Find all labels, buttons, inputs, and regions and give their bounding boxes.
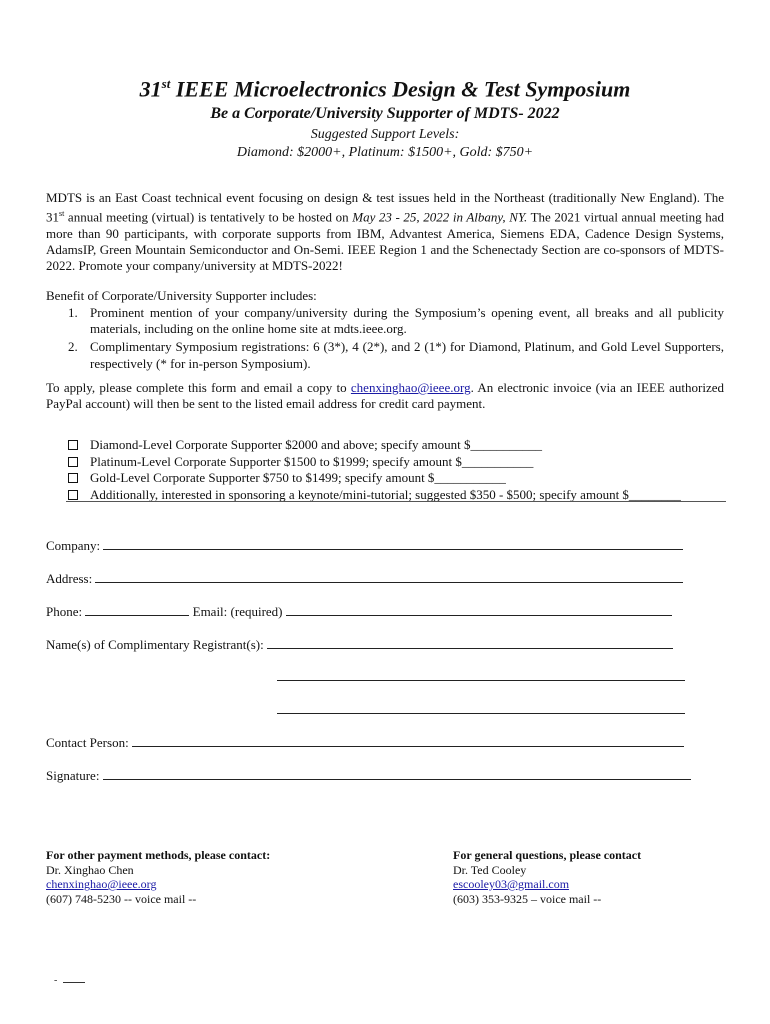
registrant-input-1[interactable] xyxy=(267,636,673,649)
apply-email-link[interactable]: chenxinghao@ieee.org xyxy=(350,380,471,395)
option-platinum: Platinum-Level Corporate Supporter $1500 to $1999; specify amount $___________ xyxy=(68,454,728,471)
phone-input[interactable] xyxy=(85,603,189,616)
apply-paragraph: To apply, please complete this form and email a copy to chenxinghao@ieee.org. An electronic invoice (via an IEEE authorized PayPal account) will then be sent to the listed email address for credit card payment. xyxy=(46,380,724,412)
company-input[interactable] xyxy=(103,537,683,550)
email-input[interactable] xyxy=(286,603,672,616)
option-gold: Gold-Level Corporate Supporter $750 to $1499; specify amount $___________ xyxy=(68,470,728,487)
event-date-location: May 23 - 25, 2022 in Albany, NY. xyxy=(352,209,528,225)
page-title xyxy=(0,76,770,102)
payment-contact-phone: (607) 748-5230 -- voice mail -- xyxy=(46,891,197,906)
footer-dash xyxy=(63,982,85,983)
general-contact-heading: For general questions, please contact xyxy=(453,848,642,862)
title-text: IEEE Microelectronics Design & Test Symposium xyxy=(175,76,631,102)
general-contact-name: Dr. Ted Cooley xyxy=(453,862,527,877)
contact-person-input[interactable] xyxy=(132,734,684,747)
support-levels-heading: Suggested Support Levels: xyxy=(310,127,460,142)
gold-checkbox[interactable] xyxy=(68,473,78,483)
signature-input[interactable] xyxy=(103,767,691,780)
general-contact-email-link[interactable]: escooley03@gmail.com xyxy=(453,877,570,891)
payment-contact-heading: For other payment methods, please contact: xyxy=(46,848,271,862)
benefits-heading: Benefit of Corporate/University Supporter includes: xyxy=(46,288,317,303)
address-field: Address: xyxy=(46,570,683,587)
registrant-input-2[interactable] xyxy=(277,680,685,681)
registrants-field: Name(s) of Complimentary Registrant(s): xyxy=(46,636,673,653)
benefits-list xyxy=(46,305,724,374)
benefit-item: 1. Prominent mention of your company/university during the Symposium’s opening event, all breaks and all publicity materials, including on the online home site at mdts.ieee.org. xyxy=(68,305,724,337)
title-number: 31 xyxy=(139,76,162,102)
diamond-checkbox[interactable] xyxy=(68,440,78,450)
registrant-input-3[interactable] xyxy=(277,713,685,714)
platinum-checkbox[interactable] xyxy=(68,457,78,467)
support-options-list xyxy=(68,437,728,503)
keynote-checkbox[interactable] xyxy=(68,490,78,500)
intro-paragraph: MDTS is an East Coast technical event focusing on design & test issues held in the Northeast (traditionally New England). The 31st annual meeting (virtual) is tentatively to be hosted on May 23 - 25, 2022 in Albany, NY. The 2021 virtual annual meeting had more than 90 participants, with corporate supports from IBM, Advantest America, Siemens EDA, Cadence Design Systems, AdamsIP, Green Mountain Semiconductor and On-Semi. IEEE Region 1 and the Schenectady Section are co-sponsors of MDTS-2022. Promote your company/university at MDTS-2022! xyxy=(46,190,725,274)
page-subtitle: Be a Corporate/University Supporter of MDTS- 2022 xyxy=(210,105,560,122)
signature-field: Signature: xyxy=(46,767,691,784)
options-divider xyxy=(66,501,726,502)
payment-contact-email-link[interactable]: chenxinghao@ieee.org xyxy=(46,877,157,891)
option-keynote: Additionally, interested in sponsoring a keynote/mini-tutorial; suggested $350 - $500; specify amount $________ xyxy=(68,487,728,504)
payment-contact xyxy=(46,848,270,906)
contact-person-field: Contact Person: xyxy=(46,734,684,751)
payment-contact-name: Dr. Xinghao Chen xyxy=(46,862,134,877)
phone-email-field: Phone: Email: (required) xyxy=(46,603,672,620)
company-field: Company: xyxy=(46,537,683,554)
address-input[interactable] xyxy=(95,570,683,583)
option-diamond: Diamond-Level Corporate Supporter $2000 and above; specify amount $___________ xyxy=(68,437,728,454)
title-ordinal-suffix: st xyxy=(161,76,171,91)
general-contact xyxy=(453,848,641,906)
general-contact-phone: (603) 353-9325 – voice mail -- xyxy=(453,891,602,906)
footer-mark: - xyxy=(54,975,85,986)
support-levels-text: Diamond: $2000+, Platinum: $1500+, Gold: $750+ xyxy=(236,145,534,160)
benefit-item: 2. Complimentary Symposium registrations: 6 (3*), 4 (2*), and 2 (1*) for Diamond, Platinum, and Gold Level Supporters, respectively (* for in-person Symposium). xyxy=(68,339,724,371)
